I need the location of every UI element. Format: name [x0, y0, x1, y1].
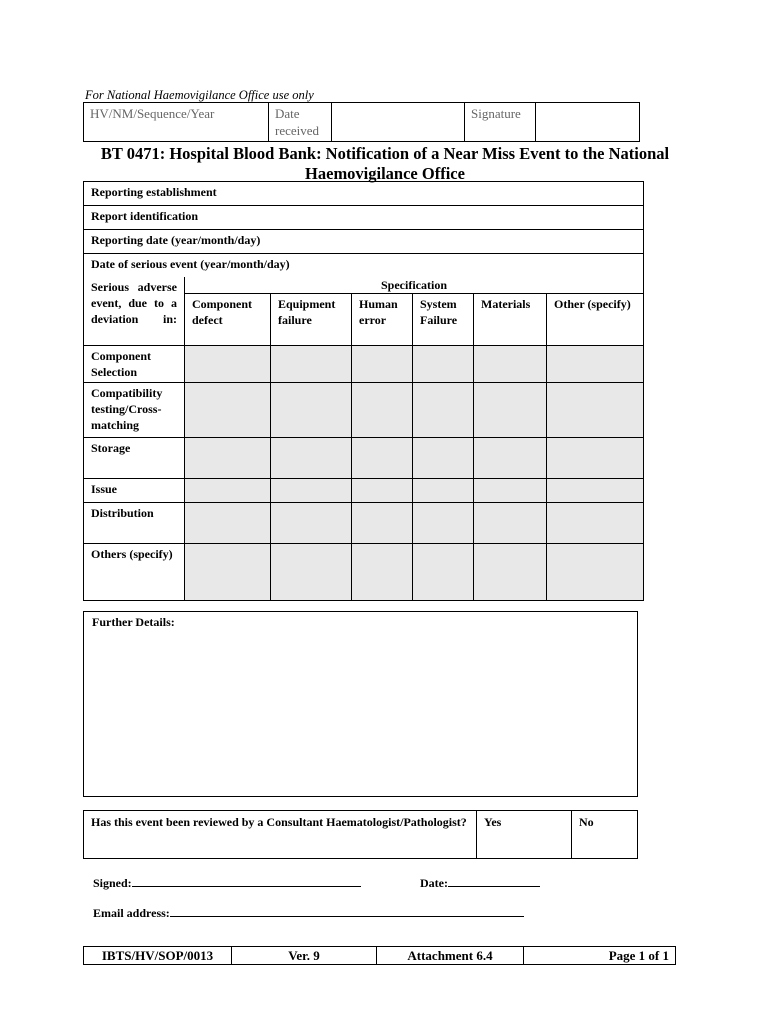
- event-table: [83, 181, 644, 601]
- specification-header: Specification: [185, 277, 644, 294]
- sequence-label: HV/NM/Sequence/Year: [84, 103, 269, 142]
- matrix-cell[interactable]: [352, 544, 413, 601]
- col-component-defect: Component defect: [185, 294, 271, 346]
- row-storage: Storage: [84, 438, 185, 479]
- matrix-cell[interactable]: [185, 383, 271, 438]
- matrix-cell[interactable]: [185, 438, 271, 479]
- matrix-cell[interactable]: [474, 479, 547, 503]
- row-others: Others (specify): [84, 544, 185, 601]
- matrix-cell[interactable]: [547, 438, 644, 479]
- matrix-cell[interactable]: [547, 479, 644, 503]
- matrix-cell[interactable]: [474, 383, 547, 438]
- row-component-selection: Component Selection: [84, 346, 185, 383]
- signed-line[interactable]: [93, 874, 361, 891]
- matrix-cell[interactable]: [474, 544, 547, 601]
- col-materials: Materials: [474, 294, 547, 346]
- footer-doc-id: IBTS/HV/SOP/0013: [84, 947, 232, 965]
- reporting-date-field[interactable]: Reporting date (year/month/day): [84, 230, 644, 254]
- footer-attachment: Attachment 6.4: [377, 947, 524, 965]
- deviation-row-header: Serious adverse event, due to a deviation in:: [84, 277, 185, 346]
- matrix-cell[interactable]: [413, 383, 474, 438]
- email-underline: [170, 904, 524, 917]
- matrix-cell[interactable]: [413, 544, 474, 601]
- review-table: [83, 810, 638, 859]
- report-identification-field[interactable]: Report identification: [84, 206, 644, 230]
- matrix-cell[interactable]: [352, 438, 413, 479]
- col-system-failure: System Failure: [413, 294, 474, 346]
- signature-field[interactable]: [536, 103, 640, 142]
- matrix-cell[interactable]: [271, 438, 352, 479]
- review-question: Has this event been reviewed by a Consultant Haematologist/Pathologist?: [84, 811, 477, 859]
- footer-version: Ver. 9: [232, 947, 377, 965]
- office-use-note: For National Haemovigilance Office use only: [85, 88, 314, 102]
- review-no[interactable]: No: [572, 811, 638, 859]
- matrix-cell[interactable]: [413, 438, 474, 479]
- date-line[interactable]: [420, 874, 540, 891]
- further-details-box[interactable]: [83, 611, 638, 797]
- matrix-cell[interactable]: [271, 479, 352, 503]
- col-human-error: Human error: [352, 294, 413, 346]
- matrix-cell[interactable]: [547, 346, 644, 383]
- signed-underline: [132, 874, 361, 887]
- signed-label: Signed:: [93, 876, 132, 890]
- matrix-cell[interactable]: [185, 479, 271, 503]
- row-distribution: Distribution: [84, 503, 185, 544]
- date-received-field[interactable]: [332, 103, 465, 142]
- matrix-cell[interactable]: [271, 503, 352, 544]
- matrix-cell[interactable]: [352, 383, 413, 438]
- matrix-cell[interactable]: [474, 438, 547, 479]
- date-underline: [448, 874, 540, 887]
- email-label: Email address:: [93, 906, 170, 920]
- row-issue: Issue: [84, 479, 185, 503]
- date-received-label: Date received: [269, 103, 332, 142]
- signature-label: Signature: [465, 103, 536, 142]
- matrix-cell[interactable]: [185, 544, 271, 601]
- email-line[interactable]: [93, 904, 524, 921]
- matrix-cell[interactable]: [352, 346, 413, 383]
- matrix-cell[interactable]: [185, 503, 271, 544]
- footer-page: Page 1 of 1: [524, 947, 676, 965]
- matrix-cell[interactable]: [352, 503, 413, 544]
- matrix-cell[interactable]: [547, 544, 644, 601]
- matrix-cell[interactable]: [271, 544, 352, 601]
- matrix-cell[interactable]: [413, 479, 474, 503]
- matrix-cell[interactable]: [547, 503, 644, 544]
- matrix-cell[interactable]: [413, 503, 474, 544]
- date-label: Date:: [420, 876, 448, 890]
- matrix-cell[interactable]: [474, 503, 547, 544]
- matrix-cell[interactable]: [413, 346, 474, 383]
- form-title: BT 0471: Hospital Blood Bank: Notification of a Near Miss Event to the National Haemovigilance Office: [100, 144, 670, 183]
- matrix-cell[interactable]: [474, 346, 547, 383]
- further-details-label: Further Details:: [92, 615, 175, 629]
- matrix-cell[interactable]: [271, 346, 352, 383]
- matrix-cell[interactable]: [271, 383, 352, 438]
- col-other: Other (specify): [547, 294, 644, 346]
- col-equipment-failure: Equipment failure: [271, 294, 352, 346]
- reporting-establishment-field[interactable]: Reporting establishment: [84, 182, 644, 206]
- matrix-cell[interactable]: [547, 383, 644, 438]
- matrix-cell[interactable]: [352, 479, 413, 503]
- matrix-cell[interactable]: [185, 346, 271, 383]
- row-compatibility-testing: Compatibility testing/Cross-matching: [84, 383, 185, 438]
- footer-table: [83, 946, 676, 965]
- review-yes[interactable]: Yes: [477, 811, 572, 859]
- event-date-field[interactable]: Date of serious event (year/month/day): [84, 254, 644, 278]
- office-use-table: [83, 102, 640, 142]
